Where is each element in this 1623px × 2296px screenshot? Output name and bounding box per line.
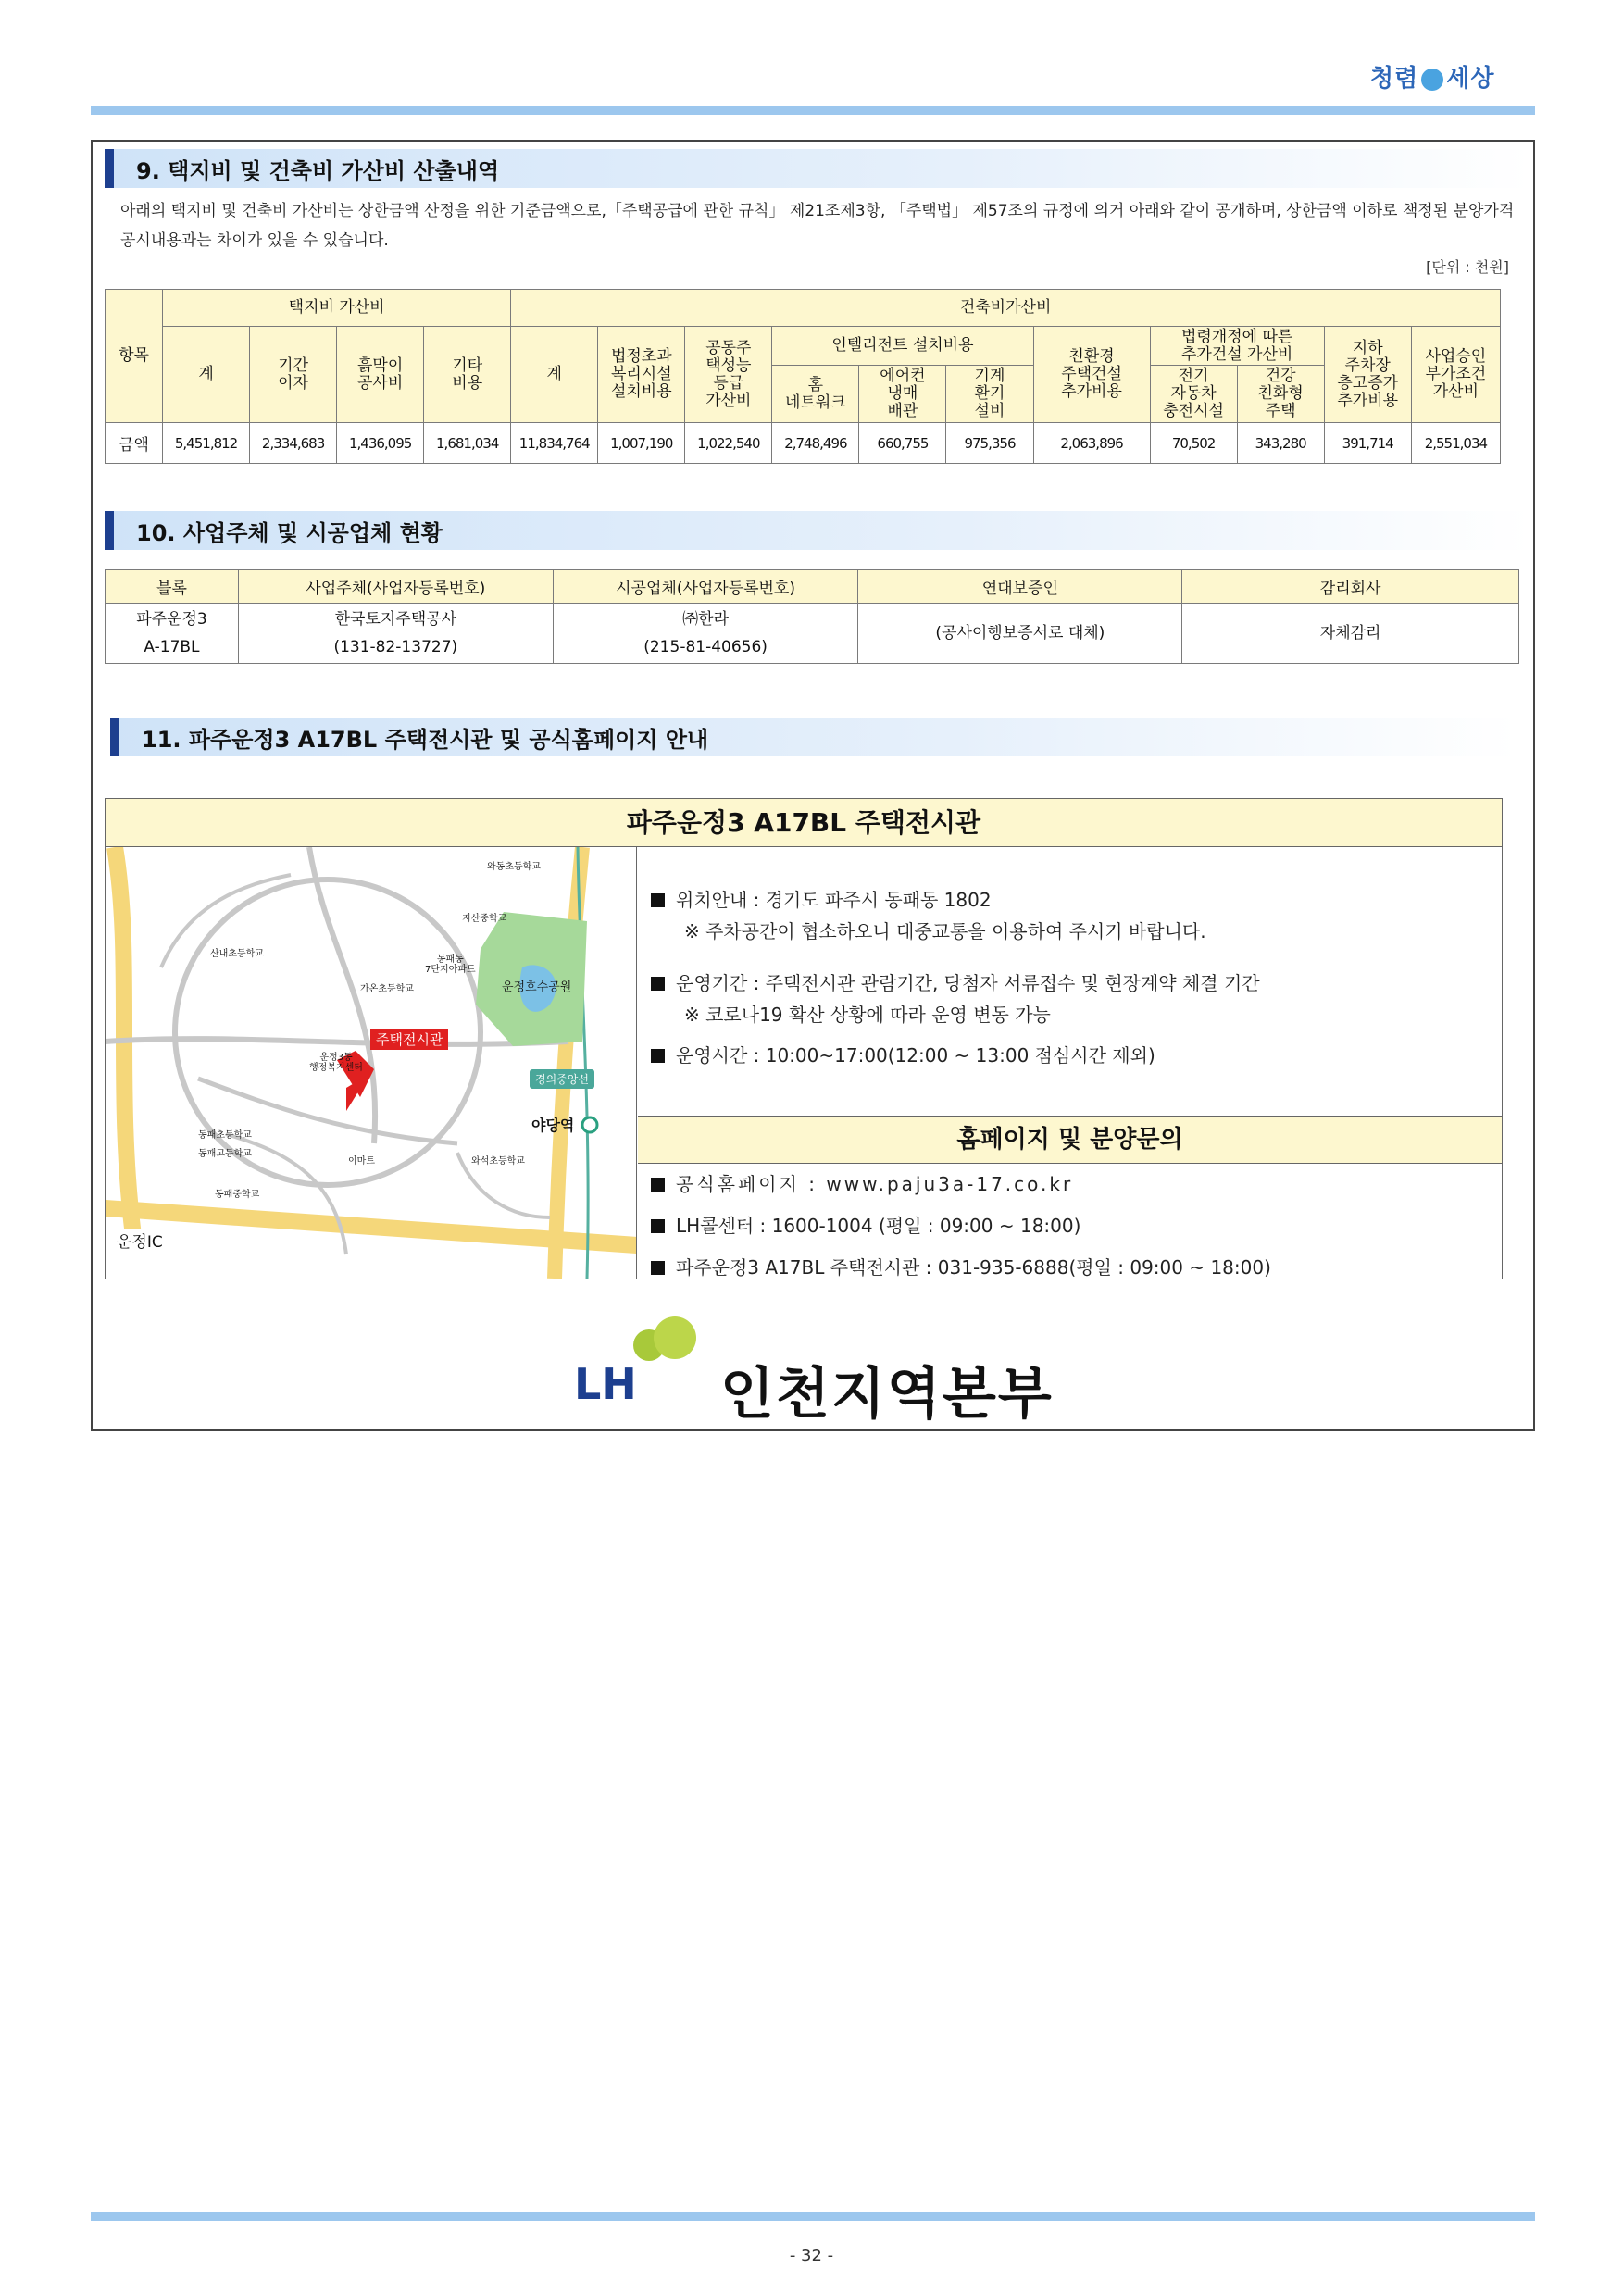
- section9-paragraph: 아래의 택지비 및 건축비 가산비는 상한금액 산정을 위한 기준금액으로,「주택공급에 관한 규칙」 제21조제3항, 「주택법」 제57조의 규정에 의거 아래와 같이 공개하며, 상한금액 이하로 책정된 분양가격 공시내용과는 차이가 있을 수 있습니다.: [120, 202, 1515, 250]
- unit-label: [단위 : 천원]: [1426, 258, 1509, 276]
- region-name: 인천지역본부: [720, 1362, 1054, 1427]
- homepage-title: 홈페이지 및 분양문의: [638, 1116, 1502, 1164]
- homepage-link[interactable]: 공식홈페이지 : www.paju3a-17.co.kr: [676, 1173, 1074, 1195]
- bottom-rule: [91, 2212, 1535, 2221]
- gallery-details: 위치안내 : 경기도 파주시 동패동 1802 ※ 주차공간이 협소하오니 대중교통을 이용하여 주시기 바랍니다. 운영기간 : 주택전시관 관람기간, 당첨자 서류접수 및 현장계약 체결 기간 ※ 코로나19 확산 상황에 따라 운영 변동 가능 운영시간 : 10:00~17:00(12:00 ~ 13:00 점심시간 제외): [638, 847, 1502, 1116]
- gallery-map-label: 주택전시관: [370, 1029, 448, 1050]
- surcharge-table: 항목 택지비 가산비 건축비가산비 계 기간 이자 흙막이 공사비 기타 비용 계 법정초과 복리시설 설치비용 공동주 택성능 등급 가산비 인텔리전트 설치비용 친환경 주택건설 추가비용 법령개정에 따른 추가건설 가산비 지하 주차장 층고증가 추가비용 사업승인 부가조건 가산비 홈 네트워크 에어컨 냉매 배관 기계 환기 설비 전기 자동차 충전시설 건강 친화형 주택 금액 5,451,812 2,334,683 1,436,095 1,681,034 11,834,764 1,007,190 1,022,540 2,748,496 660,755 975,356 2,063,896 70,502 343,280 391,714 2,551,034: [105, 289, 1501, 464]
- land-group-header: 택지비 가산비: [163, 290, 511, 327]
- section10-heading: 10. 사업주체 및 시공업체 현황: [105, 511, 1530, 550]
- build-group-header: 건축비가산비: [511, 290, 1501, 327]
- gallery-title: 파주운정3 A17BL 주택전시관: [106, 799, 1502, 847]
- logo-emblem-icon: [1421, 69, 1443, 91]
- homepage-details: 공식홈페이지 : www.paju3a-17.co.kr LH콜센터 : 1600-1004 (평일 : 09:00 ~ 18:00) 파주운정3 A17BL 주택전시관 : 031-935-6888(평일 : 09:00 ~ 18:00): [638, 1164, 1502, 1289]
- integrity-logo: 청렴 세상: [1370, 65, 1495, 93]
- top-rule: [91, 106, 1535, 115]
- section9-heading: 9. 택지비 및 건축비 가산비 산출내역: [105, 149, 1530, 188]
- gallery-info-box: [105, 798, 1503, 1279]
- company-table: 블록 사업주체(사업자등록번호) 시공업체(사업자등록번호) 연대보증인 감리회사 파주운정3 A-17BL 한국토지주택공사 (131-82-13727) ㈜한라 (215-81-40656) (공사이행보증서로 대체) 자체감리: [105, 569, 1519, 664]
- lh-logo: LH 인천지역본부: [556, 1315, 1111, 1416]
- section11-heading: 11. 파주운정3 A17BL 주택전시관 및 공식홈페이지 안내: [110, 718, 1517, 756]
- page-number: - 32 -: [789, 2246, 834, 2265]
- item-header: 항목: [106, 290, 163, 423]
- location-map: 와동초등학교 지산중학교 산내초등학교 동패동 7단지아파트 가온초등학교 운정호수공원 운정3동 행정복지센터 주택전시관 경의중앙선 야당역 동패초등학교 동패고등학교 이마트 와석초등학교 동패중학교 운정IC: [106, 847, 637, 1279]
- amount-row: 금액 5,451,812 2,334,683 1,436,095 1,681,034 11,834,764 1,007,190 1,022,540 2,748,496 660,755 975,356 2,063,896 70,502 343,280 391,714 2,551,034: [106, 423, 1501, 464]
